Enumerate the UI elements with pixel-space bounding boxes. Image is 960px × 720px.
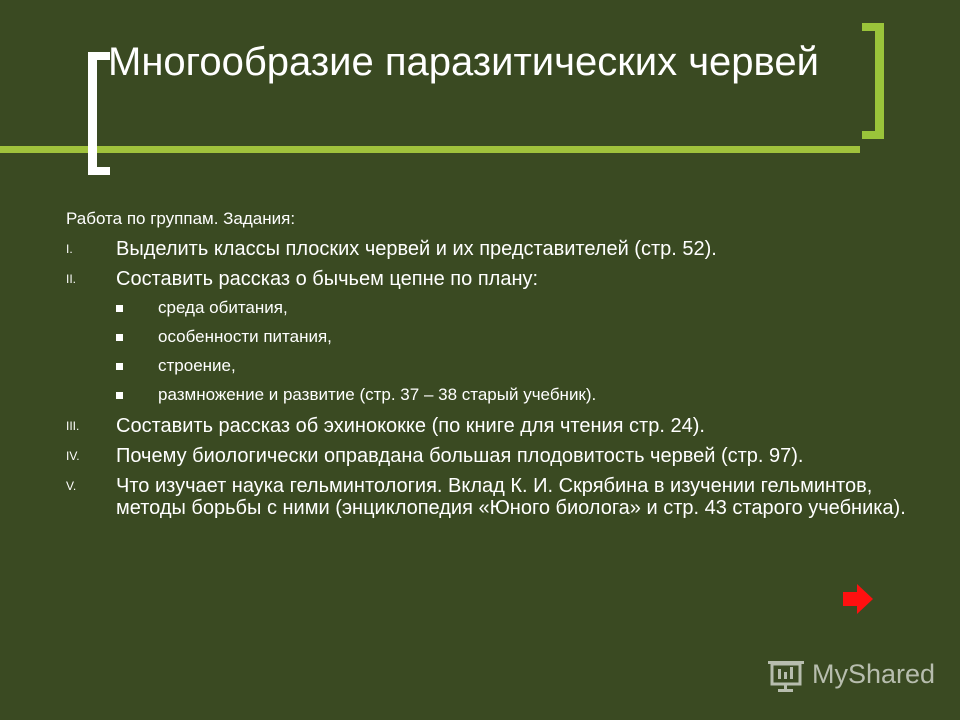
left-bracket <box>88 52 97 175</box>
task-list <box>66 238 936 519</box>
right-bracket-top <box>862 23 884 31</box>
task-number: I. <box>66 242 73 256</box>
right-bracket <box>875 23 884 139</box>
title-underline <box>0 146 860 153</box>
plan-item-text: строение, <box>158 356 236 375</box>
intro-text: Работа по группам. Задания: <box>66 209 296 228</box>
next-slide-arrow-icon[interactable] <box>842 583 874 615</box>
plan-item <box>116 385 936 405</box>
plan-item-text: среда обитания, <box>158 298 288 317</box>
square-bullet-icon <box>116 334 123 341</box>
square-bullet-icon <box>116 363 123 370</box>
task-text: Выделить классы плоских червей и их представителей (стр. 52). <box>116 238 717 260</box>
task-text: Составить рассказ об эхинококке (по книге для чтения стр. 24). <box>116 415 705 437</box>
task-item <box>66 475 936 519</box>
task-item <box>66 238 936 260</box>
task-item <box>66 445 936 467</box>
task-item <box>66 268 936 405</box>
task-number: IV. <box>66 449 80 463</box>
right-bracket-bottom <box>862 131 884 139</box>
plan-item-text: размножение и развитие (стр. 37 – 38 старый учебник). <box>158 385 597 404</box>
square-bullet-icon <box>116 392 123 399</box>
slide-title: Многообразие паразитических червей <box>108 40 819 84</box>
task-number: II. <box>66 272 77 286</box>
plan-item <box>116 327 936 347</box>
watermark-logo <box>766 654 946 694</box>
task-number: V. <box>66 479 77 493</box>
plan-list <box>116 298 936 405</box>
task-number: III. <box>66 419 80 433</box>
plan-item <box>116 298 936 318</box>
presentation-board-icon <box>766 656 806 692</box>
task-text: Что изучает наука гельминтология. Вклад К. И. Скрябина в изучении гельминтов, методы борьбы с ними (энциклопедия «Юного биолога» и стр. 43 старого учебника). <box>116 475 906 519</box>
plan-item <box>116 356 936 376</box>
left-bracket-top <box>88 52 110 60</box>
plan-item-text: особенности питания, <box>158 327 332 346</box>
task-item <box>66 415 936 437</box>
task-text: Почему биологически оправдана большая плодовитость червей (стр. 97). <box>116 445 804 467</box>
square-bullet-icon <box>116 305 123 312</box>
task-text: Составить рассказ о бычьем цепне по плану: <box>116 268 539 290</box>
watermark-text: MyShared <box>812 659 936 689</box>
slide-content <box>66 208 936 527</box>
left-bracket-bottom <box>88 167 110 175</box>
